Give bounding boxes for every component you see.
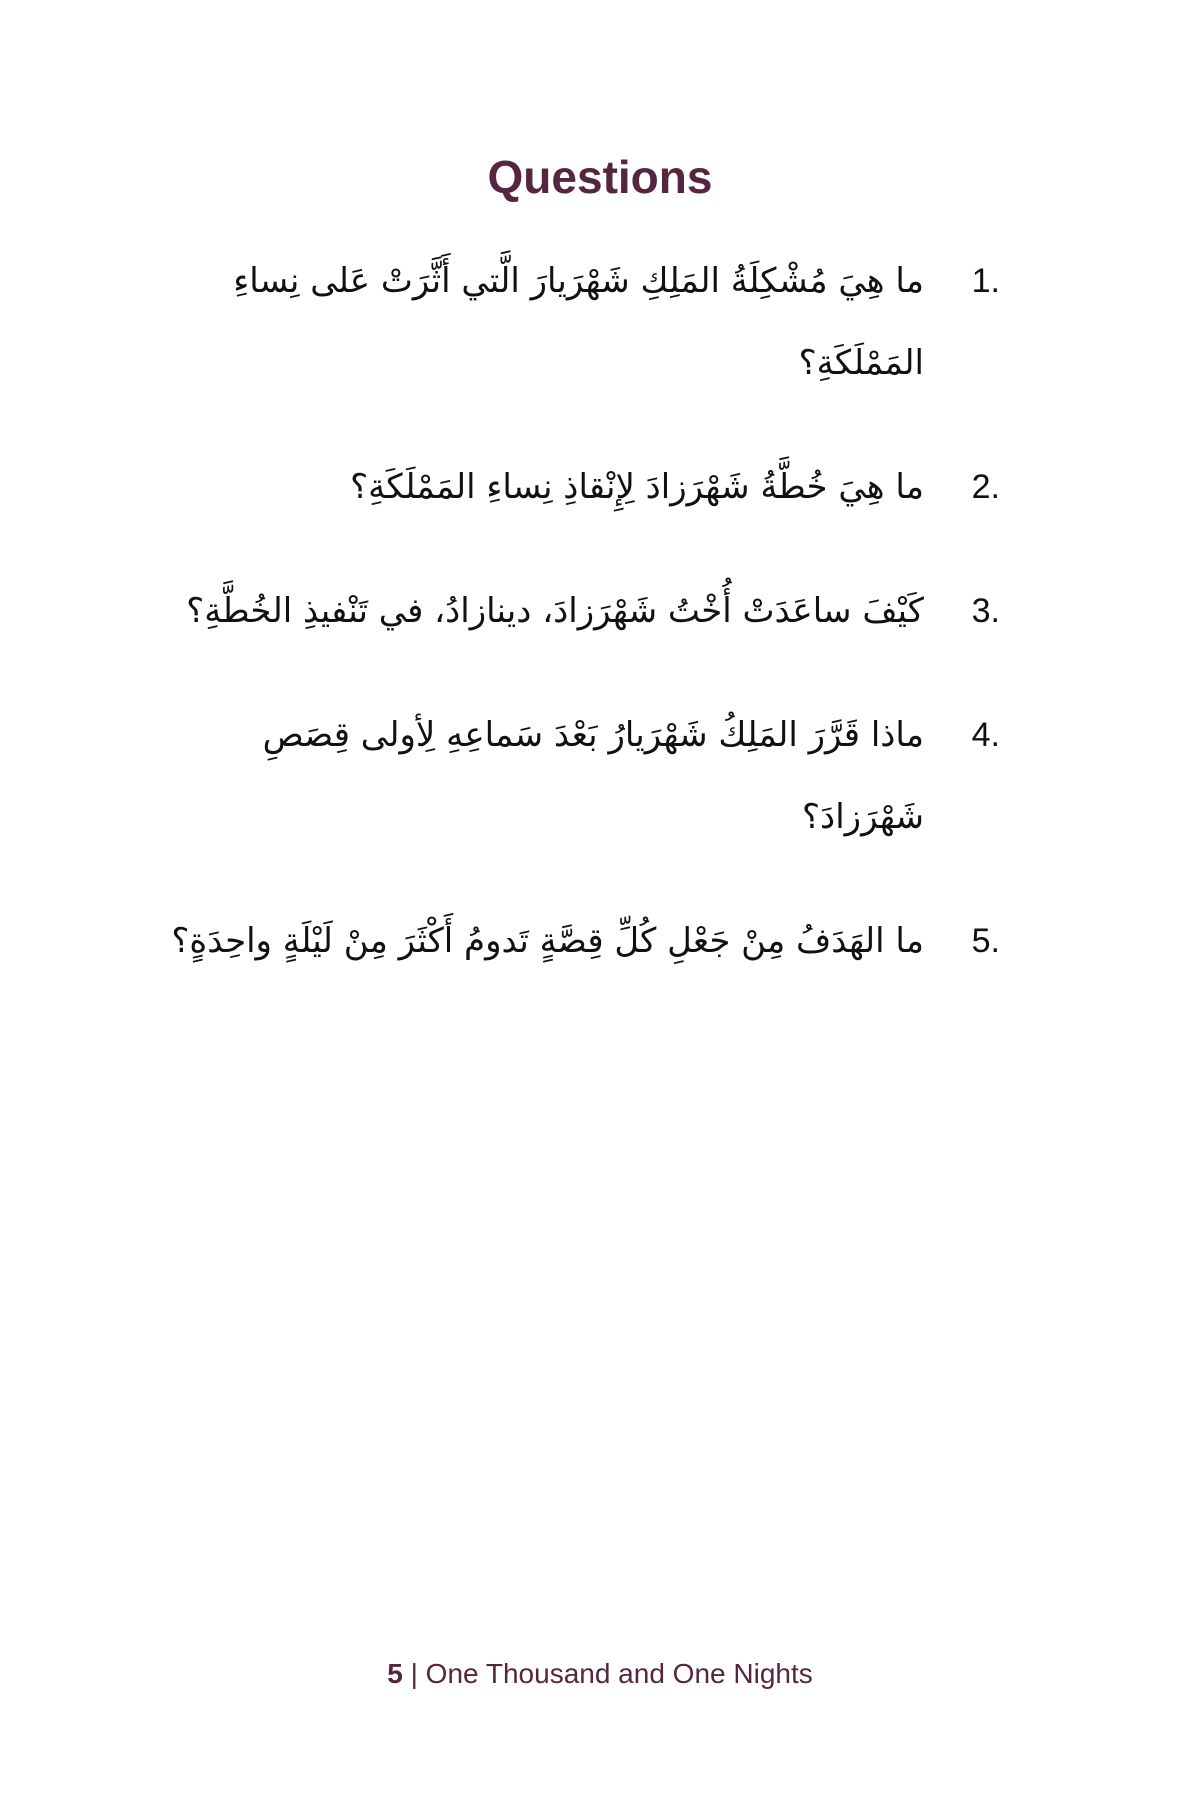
question-number: 1. (971, 262, 1000, 300)
question-number: 5. (971, 922, 1000, 960)
question-number: 3. (971, 592, 1000, 630)
question-list (160, 240, 1000, 1024)
page-number: 5 (387, 1658, 403, 1689)
footer-separator: | (410, 1658, 418, 1689)
question-text: ما هِيَ خُطَّةُ شَهْرَزادَ لِإِنْقاذِ نِساءِ المَمْلَكَةِ؟ (350, 467, 924, 507)
question-item (160, 240, 1000, 404)
page-title: Questions (487, 151, 713, 203)
question-item (160, 694, 1000, 858)
question-text: ماذا قَرَّرَ المَلِكُ شَهْرَيارُ بَعْدَ سَماعِهِ لِأولى قِصَصِ شَهْرَزادَ؟ (262, 715, 924, 837)
question-number: 4. (971, 716, 1000, 754)
question-item (160, 900, 1000, 982)
question-text: ما هِيَ مُشْكِلَةُ المَلِكِ شَهْرَيارَ الَّتي أَثَّرَتْ عَلى نِساءِ المَمْلَكَةِ؟ (233, 261, 924, 383)
page-footer (0, 1658, 1200, 1690)
question-item (160, 446, 1000, 528)
question-text: كَيْفَ ساعَدَتْ أُخْتُ شَهْرَزادَ، دينازادُ، في تَنْفيذِ الخُطَّةِ؟ (186, 591, 924, 631)
question-text: ما الهَدَفُ مِنْ جَعْلِ كُلِّ قِصَّةٍ تَدومُ أَكْثَرَ مِنْ لَيْلَةٍ واحِدَةٍ؟ (171, 921, 924, 961)
question-item (160, 570, 1000, 652)
book-title: One Thousand and One Nights (425, 1658, 813, 1689)
question-number: 2. (971, 468, 1000, 506)
